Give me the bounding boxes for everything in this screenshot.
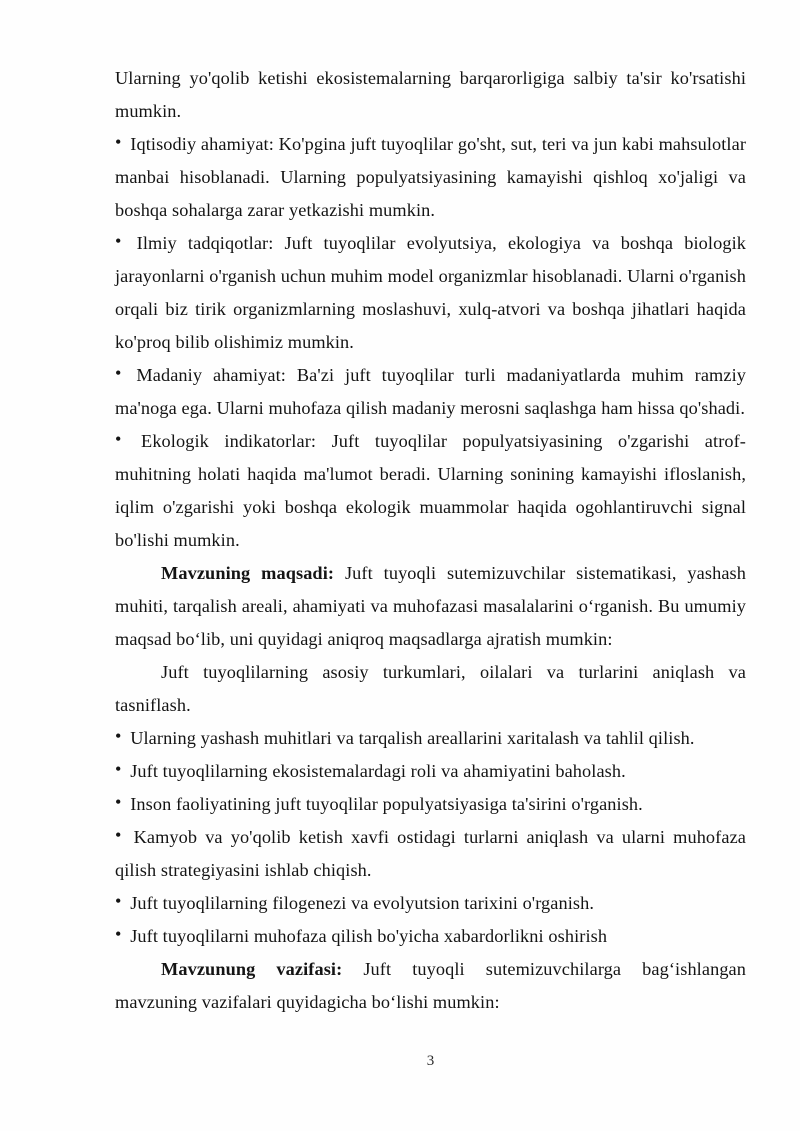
paragraph bbox=[115, 887, 746, 920]
bullet-marker-icon: • bbox=[115, 429, 122, 449]
bullet-marker-icon: • bbox=[115, 363, 122, 383]
paragraph-text: Juft tuyoqli sutemizuvchilar sistematikasi, yashash muhiti, tarqalish areali, ahamiyati va muhofazasi masalalarini oʻrganish. Bu umumiy maqsad boʻlib, uni quyidagi aniqroq maqsadlarga ajratish mumkin: bbox=[115, 563, 747, 649]
paragraph bbox=[115, 359, 746, 425]
paragraph-text: Juft tuyoqlilarning asosiy turkumlari, oilalari va turlarini aniqlash va tasniflash. bbox=[115, 662, 746, 715]
paragraph bbox=[115, 821, 746, 887]
paragraph bbox=[115, 722, 746, 755]
paragraph-text: Ilmiy tadqiqotlar: Juft tuyoqlilar evolyutsiya, ekologiya va boshqa biologik jarayonlarni o'rganish uchun muhim model organizmlar hisoblanadi. Ularni o'rganish orqali biz tirik organizmlarning moslashuvi, xulq-atvori va boshqa jihatlari haqida ko'proq bilib olishimiz mumkin. bbox=[115, 233, 746, 352]
bullet-marker-icon: • bbox=[115, 792, 122, 812]
bullet-marker-icon: • bbox=[115, 825, 122, 845]
paragraph-lead: Mavzunung vazifasi: bbox=[161, 959, 343, 979]
page-number: 3 bbox=[426, 1053, 435, 1069]
paragraph-text: Kamyob va yo'qolib ketish xavfi ostidagi turlarni aniqlash va ularni muhofaza qilish strategiyasini ishlab chiqish. bbox=[115, 827, 746, 880]
bullet-marker-icon: • bbox=[115, 132, 122, 152]
paragraph bbox=[115, 953, 746, 1019]
bullet-marker-icon: • bbox=[115, 891, 122, 911]
paragraph-text: Iqtisodiy ahamiyat: Ko'pgina juft tuyoqlilar go'sht, sut, teri va jun kabi mahsulotlar manbai hisoblanadi. Ularning populyatsiyasining kamayishi qishloq xo'jaligi va boshqa sohalarga zarar yetkazishi mumkin. bbox=[115, 134, 747, 220]
paragraph bbox=[115, 557, 746, 656]
paragraph-text: Madaniy ahamiyat: Ba'zi juft tuyoqlilar turli madaniyatlarda muhim ramziy ma'noga ega. Ularni muhofaza qilish madaniy merosni saqlashga ham hissa qo'shadi. bbox=[115, 365, 747, 418]
paragraph bbox=[115, 425, 746, 557]
paragraph bbox=[115, 62, 746, 128]
paragraph bbox=[115, 755, 746, 788]
paragraph bbox=[115, 920, 746, 953]
paragraph-text: Juft tuyoqlilarning filogenezi va evolyutsion tarixini o'rganish. bbox=[130, 893, 595, 913]
paragraph bbox=[115, 128, 746, 227]
bullet-marker-icon: • bbox=[115, 759, 122, 779]
paragraph-text: Juft tuyoqlilarni muhofaza qilish bo'yicha xabardorlikni oshirish bbox=[130, 926, 608, 946]
paragraph-lead: Mavzuning maqsadi: bbox=[161, 563, 335, 583]
paragraph bbox=[115, 788, 746, 821]
bullet-marker-icon: • bbox=[115, 231, 122, 251]
paragraph-text: Juft tuyoqli sutemizuvchilarga bagʻishlangan mavzuning vazifalari quyidagicha boʻlishi mumkin: bbox=[115, 959, 747, 1012]
paragraph-text: Ekologik indikatorlar: Juft tuyoqlilar populyatsiyasining o'zgarishi atrof-muhitning holati haqida ma'lumot beradi. Ularning sonining kamayishi ifloslanish, iqlim o'zgarishi yoki boshqa ekologik muammolar haqida ogohlantiruvchi signal bo'lishi mumkin. bbox=[115, 431, 746, 550]
paragraph bbox=[115, 656, 746, 722]
paragraph-text: Juft tuyoqlilarning ekosistemalardagi roli va ahamiyatini baholash. bbox=[130, 761, 626, 781]
paragraph-text: Inson faoliyatining juft tuyoqlilar populyatsiyasiga ta'sirini o'rganish. bbox=[130, 794, 643, 814]
paragraph bbox=[115, 227, 746, 359]
paragraph-text: Ularning yo'qolib ketishi ekosistemalarning barqarorligiga salbiy ta'sir ko'rsatishi mumkin. bbox=[115, 68, 746, 121]
document-body bbox=[115, 62, 746, 1019]
paragraph-text: Ularning yashash muhitlari va tarqalish areallarini xaritalash va tahlil qilish. bbox=[130, 728, 695, 748]
bullet-marker-icon: • bbox=[115, 726, 122, 746]
bullet-marker-icon: • bbox=[115, 924, 122, 944]
